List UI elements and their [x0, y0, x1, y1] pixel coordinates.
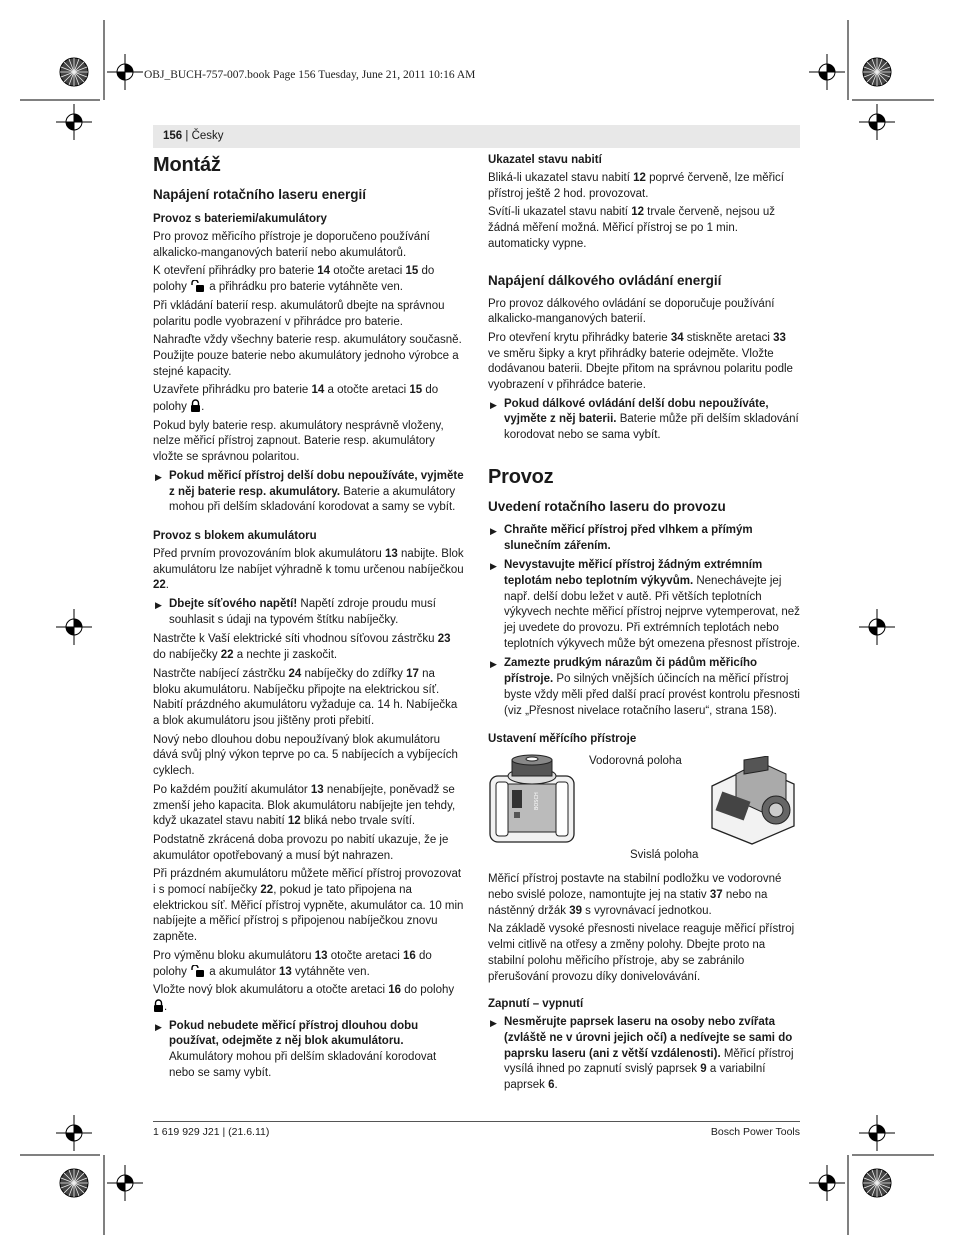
- locked-padlock-icon: [153, 999, 164, 1012]
- left-column: [153, 152, 464, 1085]
- right-column: [488, 152, 800, 1098]
- print-slug: OBJ_BUCH-757-007.book Page 156 Tuesday, June 21, 2011 10:16 AM: [144, 69, 476, 81]
- figure-label-horizontal: Vodorovná poloha: [589, 755, 682, 768]
- heading-battery-pack: Provoz s blokem akumulátoru: [153, 529, 317, 542]
- figure-label-vertical: Svislá poloha: [630, 849, 699, 862]
- page-number: 156: [163, 130, 183, 142]
- heading-on-off: Zapnutí – vypnutí: [488, 998, 584, 1011]
- footer-rule: [153, 1121, 800, 1122]
- paragraph: Před prvním provozováním blok akumulátoru 13 nabijte. Blok akumulátoru lze nabíjet výhradně k tomu určenou nabíječkou 22.: [153, 547, 464, 592]
- header-language: Česky: [191, 130, 224, 142]
- warning-bullet: ▶ Nesměrujte paprsek laseru na osoby nebo zvířata (zvláště ne v úrovni jejich očí) a nedívejte se sami do paprsku laseru (ani z větší vzdálenosti). Měřicí přístroj vysílá ihned po zapnutí svislý paprsek 9 a variabilní paprsek 6.: [488, 1015, 800, 1094]
- section-title-assembly: Montáž: [153, 154, 221, 176]
- heading-remote-energy: Napájení dálkového ovládání energií: [488, 272, 722, 288]
- heading-energy-supply: Napájení rotačního laseru energií: [153, 187, 367, 202]
- svg-text:BOSCH: BOSCH: [534, 792, 540, 811]
- paragraph: Podstatně zkrácená doba provozu po nabití ukazuje, že je akumulátor opotřebovaný a musí být nahrazen.: [153, 833, 449, 862]
- footer-doc-number: 1 619 929 J21 | (21.6.11): [153, 1126, 270, 1138]
- warning-bullet: ▶ Dbejte síťového napětí! Napětí zdroje proudu musí souhlasit s údaji na typovém štítku nabíječky.: [153, 597, 464, 628]
- paragraph: Vložte nový blok akumulátoru a otočte aretaci 16 do polohy .: [153, 984, 455, 1013]
- unlocked-padlock-icon: [190, 280, 206, 292]
- heading-start-up: Uvedení rotačního laseru do provozu: [488, 498, 726, 514]
- paragraph: Pokud byly baterie resp. akumulátory nesprávně vloženy, nelze měřicí přístroj zapnout. Baterie resp. akumulátory vložte se správnou polaritou.: [153, 419, 444, 464]
- paragraph: Uzavřete přihrádku pro baterie 14 a otočte aretaci 15 do polohy .: [153, 384, 439, 414]
- rotation-laser-horizontal-illustration: [488, 754, 576, 846]
- heading-setup: Ustavení měřícího přístroje: [488, 733, 637, 746]
- paragraph: Při vkládání baterií resp. akumulátorů dbejte na správnou polaritu podle vyobrazení v přihrádce pro baterie.: [153, 299, 445, 328]
- paragraph: Nahraďte vždy všechny baterie resp. akumulátory současně. Použijte pouze baterie nebo akumulátory jednoho výrobce a stejné kapacity.: [153, 334, 462, 378]
- paragraph: Při prázdném akumulátoru můžete měřicí přístroj provozovat i s pomocí nabíječky 22, pokud je tato připojena na elektrickou síť. Měřicí přístroj vypněte, akumulátor ca. 10 min nabíjejte a měřicí přístroj s připojenou nabíječkou znovu zapněte.: [153, 868, 464, 944]
- device-position-figure: [488, 750, 800, 866]
- paragraph: Svítí-li ukazatel stavu nabití 12 trvale červeně, nejsou už žádná měření možná. Měřicí přístroj se po 1 min. automaticky vypne.: [488, 206, 776, 250]
- rotation-laser-vertical-illustration: [706, 756, 800, 846]
- paragraph: Nastrčte nabíjecí zástrčku 24 nabíječky do zdířky 17 na bloku akumulátoru. Nabíječku připojte na elektrickou síť. Nabití prázdného akumulátoru vyžaduje ca. 14 h. Nabíječka a blok akumulátoru jsou jištěny proti přebití.: [153, 667, 458, 727]
- warning-bullet: ▶ Pokud měřicí přístroj delší dobu nepoužíváte, vyjměte z něj baterie resp. akumulátory. Baterie a akumulátory mohou při delším skladování korodovat a samy se vybít.: [153, 469, 464, 516]
- paragraph: Nový nebo dlouhou dobu nepoužívaný blok akumulátoru dává svůj plný výkon teprve po ca. 5 nabíjecích a vybíjecích cyklech.: [153, 733, 458, 778]
- paragraph: Nastrčte k Vaší elektrické síti vhodnou síťovou zástrčku 23 do nabíječky 22 a nechte ji zaskočit.: [153, 633, 451, 662]
- paragraph: Po každém použití akumulátor 13 nenabíjejte, poněvadž se zmenší jeho kapacita. Blok akumulátoru nabíjejte jen tehdy, když ukazatel stavu nabití 12 bliká nebo trvale svítí.: [153, 783, 456, 828]
- warning-bullet: ▶ Nevystavujte měřicí přístroj žádným extrémním teplotám nebo teplotním výkyvům. Nenechávejte jej např. delší dobu ležet v autě. Při větších teplotních výkyvech nechte měřicí přístroj nejprve vytemperovat, než jej uvedete do provozu. Při extrémních teplotách nebo teplotních výkyvech může být omezena přesnost přístroje.: [488, 558, 800, 652]
- warning-bullet: ▶ Zamezte prudkým nárazům či pádům měřicího přístroje. Po silných vnějších účincích na měřicí přístroj byste vždy měli před další prací provést kontrolu přesnosti (viz „Přesnost nivelace rotačního laseru“, strana 158).: [488, 656, 800, 719]
- page-header: [153, 125, 800, 148]
- warning-bullet: ▶ Pokud dálkové ovládání delší dobu nepoužíváte, vyjměte z něj baterii. Baterie může při delším skladování korodovat nebo se sama vybít.: [488, 397, 800, 444]
- warning-bullet: ▶ Pokud nebudete měřicí přístroj dlouhou dobu používat, odejměte z něj blok akumulátoru. Akumulátory mohou při delším skladování korodovat nebo se samy vybít.: [153, 1019, 464, 1082]
- crosshair-registration-icon: [60, 58, 88, 86]
- paragraph: Na základě vysoké přesnosti nivelace reaguje měřicí přístroj velmi citlivě na otřesy a změny polohy. Dbejte proto na stabilní polohu měřicího přístroje, aby se zabránilo přerušování provozu díky donivelovávání.: [488, 923, 795, 983]
- paragraph: Pro provoz měřicího přístroje je doporučeno používání alkalicko-manganových baterií nebo akumulátorů.: [153, 231, 430, 259]
- footer-brand: Bosch Power Tools: [710, 1126, 800, 1138]
- heading-batteries: Provoz s bateriemi/akumulátory: [153, 213, 327, 225]
- warning-bullet: ▶ Chraňte měřicí přístroj před vlhkem a přímým slunečním zářením.: [488, 523, 800, 554]
- unlocked-padlock-icon: [190, 965, 206, 977]
- locked-padlock-icon: [190, 399, 201, 412]
- paragraph: Pro provoz dálkového ovládání se doporučuje používání alkalicko-manganových baterií.: [488, 297, 775, 326]
- paragraph: K otevření přihrádky pro baterie 14 otočte aretaci 15 do polohy a přihrádku pro baterie vytáhněte ven.: [153, 265, 435, 294]
- heading-charge-indicator: Ukazatel stavu nabití: [488, 154, 602, 166]
- section-title-operation: Provoz: [488, 465, 554, 488]
- paragraph: Bliká-li ukazatel stavu nabití 12 poprvé červeně, lze měřicí přístroj ještě 2 hod. provozovat.: [488, 172, 784, 200]
- header-separator: |: [182, 130, 192, 142]
- paragraph: Měřicí přístroj postavte na stabilní podložku ve vodorovné nebo svislé poloze, namontujte jej na stativ 37 nebo na nástěnný držák 39 s vyrovnávací jednotkou.: [488, 873, 782, 917]
- paragraph: Pro výměnu bloku akumulátoru 13 otočte aretaci 16 do polohy a akumulátor 13 vytáhněte ven.: [153, 949, 432, 978]
- paragraph: Pro otevření krytu přihrádky baterie 34 stiskněte aretaci 33 ve směru šipky a kryt přihrádky baterie odejměte. Vložte dodávanou baterii. Dbejte přitom na správnou polaritu podle vyobrazení v přihrádce baterie.: [488, 331, 793, 392]
